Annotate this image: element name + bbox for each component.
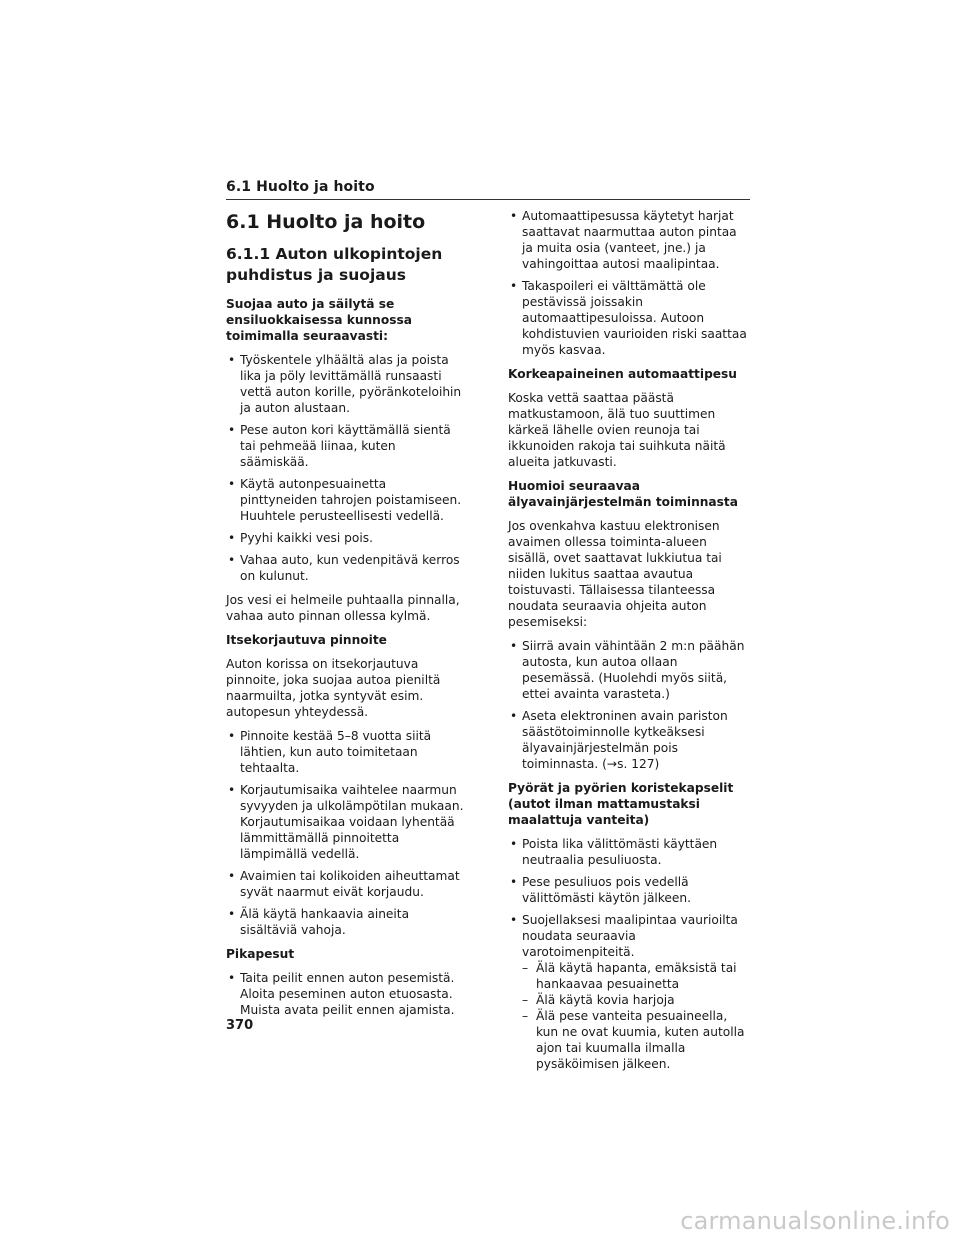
- automatic-wash-list: [508, 208, 750, 358]
- list-item: • Takaspoileri ei välttämättä ole pestävissä joissakin automaattipesuloissa. Autoon kohdistuvien vaurioiden riski saattaa myös kasvaa.: [508, 278, 750, 358]
- header-rule: [226, 199, 750, 200]
- list-item: • Pese pesuliuos pois vedellä välittömästi käytön jälkeen.: [508, 874, 750, 906]
- intro-list: [226, 352, 466, 584]
- wheels-sub-list: [522, 960, 750, 1072]
- list-item: • Työskentele ylhäältä alas ja poista lika ja pöly levittämällä runsaasti vettä auton korille, pyöränkoteloihin ja auton alustaan.: [226, 352, 466, 416]
- list-item: • Taita peilit ennen auton pesemistä. Aloita peseminen auton etuosasta. Muista avata peilit ennen ajamista.: [226, 970, 466, 1018]
- list-item: [508, 912, 750, 1072]
- section-title: 6.1 Huolto ja hoito: [226, 211, 426, 233]
- self-heal-text: Auton korissa on itsekorjautuva pinnoite, joka suojaa autoa pieniltä naarmuilta, jotka syntyvät esim. autopesun yhteydessä.: [226, 657, 441, 719]
- self-heal-heading: Itsekorjautuva pinnoite: [226, 633, 387, 647]
- list-item: • Siirrä avain vähintään 2 m:n päähän autosta, kun autoa ollaan pesemässä. (Huolehdi myös siitä, ettei avainta varasteta.): [508, 638, 750, 702]
- wheels-list: [508, 836, 750, 1072]
- sub-list-item: – Älä käytä hapanta, emäksistä tai hankaavaa pesuainetta: [522, 960, 750, 992]
- list-item: • Pese auton kori käyttämällä sientä tai pehmeää liinaa, kuten säämiskää.: [226, 422, 466, 470]
- list-item: • Aseta elektroninen avain pariston säästötoiminnolle kytkeäksesi älyavainjärjestelmän pois toiminnasta. (→s. 127): [508, 708, 750, 772]
- list-item: • Vahaa auto, kun vedenpitävä kerros on kulunut.: [226, 552, 466, 584]
- wax-note: Jos vesi ei helmeile puhtaalla pinnalla, vahaa auto pinnan ollessa kylmä.: [226, 593, 460, 623]
- smart-key-text: Jos ovenkahva kastuu elektronisen avaimen ollessa toiminta-alueen sisällä, ovet saattavat lukkiutua tai niiden lukitus saattaa avautua toistuvasti. Tällaisessa tilanteessa noudata seuraavia ohjeita auton pesemiseksi:: [508, 519, 722, 629]
- high-pressure-text: Koska vettä saattaa päästä matkustamoon, älä tuo suuttimen kärkeä lähelle ovien reunoja tai ikkunoiden rakoja tai suihkuta näitä alueita jatkuvasti.: [508, 391, 726, 469]
- intro-heading: Suojaa auto ja säilytä se ensiluokkaisessa kunnossa toimimalla seuraavasti:: [226, 297, 412, 343]
- quick-wash-heading: Pikapesut: [226, 947, 295, 961]
- list-item: • Poista lika välittömästi käyttäen neutraalia pesuliuosta.: [508, 836, 750, 868]
- smart-key-heading: Huomioi seuraavaa älyavainjärjestelmän toiminnasta: [508, 479, 738, 509]
- high-pressure-heading: Korkeapaineinen automaattipesu: [508, 367, 737, 381]
- watermark: carmanualsonline.info: [680, 1207, 950, 1235]
- subsection-title: 6.1.1 Auton ulkopintojen puhdistus ja suojaus: [226, 245, 443, 284]
- list-item-text: Suojellaksesi maalipintaa vaurioilta noudata seuraavia varotoimenpiteitä.: [522, 913, 738, 959]
- self-heal-list: [226, 728, 466, 938]
- list-item: • Avaimien tai kolikoiden aiheuttamat syvät naarmut eivät korjaudu.: [226, 868, 466, 900]
- sub-list-item: – Älä pese vanteita pesuaineella, kun ne ovat kuumia, kuten autolla ajon tai kuumalla ilmalla pysäköimisen jälkeen.: [522, 1008, 750, 1072]
- wheels-heading: Pyörät ja pyörien koristekapselit (autot ilman mattamustaksi maalattuja vanteita): [508, 781, 734, 827]
- smart-key-list: [508, 638, 750, 772]
- quick-wash-list: [226, 970, 466, 1018]
- list-item: • Käytä autonpesuainetta pinttyneiden tahrojen poistamiseen. Huuhtele perusteellisesti vedellä.: [226, 476, 466, 524]
- list-item: • Korjautumisaika vaihtelee naarmun syvyyden ja ulkolämpötilan mukaan. Korjautumisaikaa voidaan lyhentää lämmittämällä pinnoitetta lämpimällä vedellä.: [226, 782, 466, 862]
- list-item: • Automaattipesussa käytetyt harjat saattavat naarmuttaa auton pintaa ja muita osia (vanteet, jne.) ja vahingoittaa autosi maalipintaa.: [508, 208, 750, 272]
- list-item: • Älä käytä hankaavia aineita sisältäviä vahoja.: [226, 906, 466, 938]
- left-column: [226, 208, 466, 1026]
- sub-list-item: – Älä käytä kovia harjoja: [522, 992, 750, 1008]
- list-item: • Pinnoite kestää 5–8 vuotta siitä lähtien, kun auto toimitetaan tehtaalta.: [226, 728, 466, 776]
- right-column: [508, 208, 750, 1080]
- running-header: 6.1 Huolto ja hoito: [226, 179, 375, 195]
- list-item: • Pyyhi kaikki vesi pois.: [226, 530, 466, 546]
- page-number: 370: [226, 1018, 254, 1033]
